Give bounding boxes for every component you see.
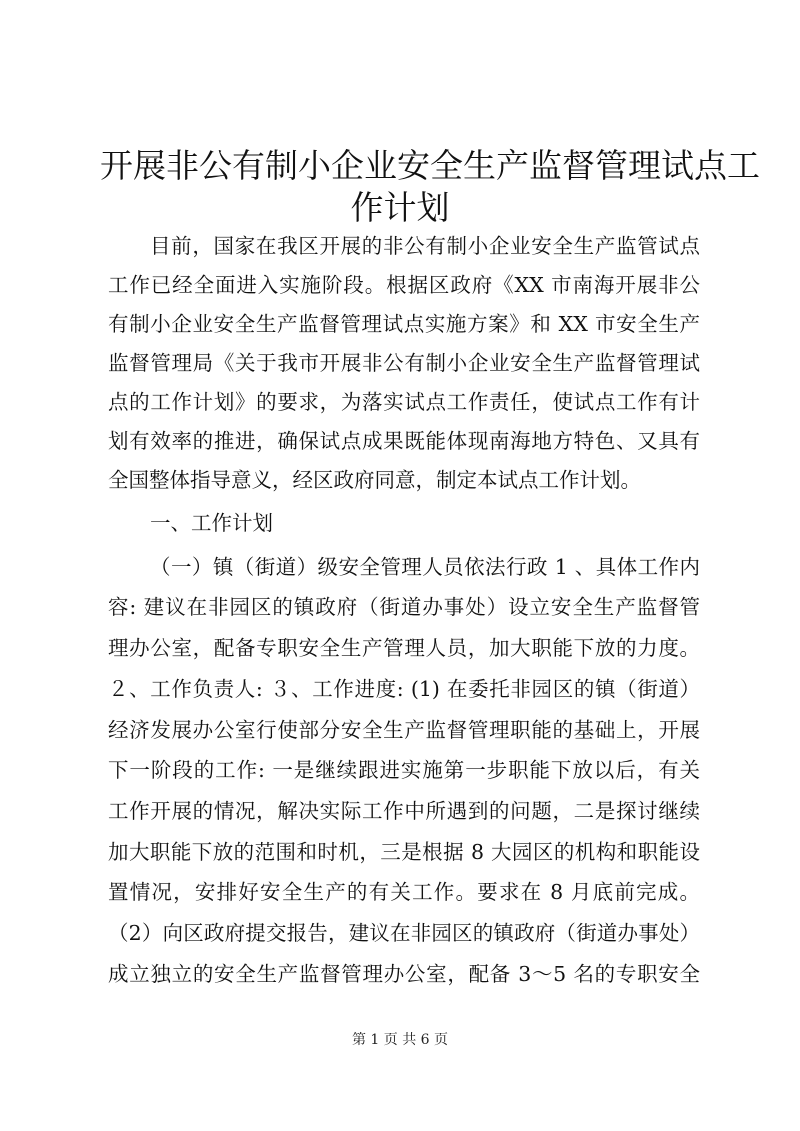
paragraph-line: 加大职能下放的范围和时机，三是根据 8 大园区的机构和职能设 <box>108 840 700 864</box>
section-heading: 一、工作计划 <box>150 511 273 535</box>
paragraph-line: 工作开展的情况，解决实际工作中所遇到的问题，二是探讨继续 <box>108 799 700 823</box>
document-title-line-2: 作计划 <box>350 188 450 227</box>
paragraph-line: （2）向区政府提交报告，建议在非园区的镇政府（街道办事处） <box>108 921 700 945</box>
paragraph-line: 容: 建议在非园区的镇政府（街道办事处）设立安全生产监督管 <box>108 595 700 619</box>
paragraph-line: 全国整体指导意义，经区政府同意，制定本试点工作计划。 <box>108 468 641 492</box>
paragraph-line: 下一阶段的工作: 一是继续跟进实施第一步职能下放以后，有关 <box>108 758 700 782</box>
document-title-line-1: 开展非公有制小企业安全生产监督管理试点工 <box>100 146 760 185</box>
paragraph-line: 置情况，安排好安全生产的有关工作。要求在 8 月底前完成。 <box>108 880 700 904</box>
paragraph-line: 划有效率的推进，确保试点成果既能体现南海地方特色、又具有 <box>108 429 700 453</box>
paragraph-line: 成立独立的安全生产监督管理办公室，配备 3～5 名的专职安全 <box>108 962 700 986</box>
paragraph-line: 理办公室，配备专职安全生产管理人员，加大职能下放的力度。 <box>108 636 700 660</box>
paragraph-line: 经济发展办公室行使部分安全生产监督管理职能的基础上，开展 <box>108 718 700 742</box>
paragraph-line: 有制小企业安全生产监督管理试点实施方案》和 XX 市安全生产 <box>108 312 700 336</box>
paragraph-line: ２、工作负责人: ３、工作进度: (1) 在委托非园区的镇（街道） <box>108 677 700 701</box>
paragraph-line: 目前，国家在我区开展的非公有制小企业安全生产监管试点 <box>150 234 700 258</box>
page-number-footer: 第 1 页 共 6 页 <box>351 1032 449 1048</box>
paragraph-line: 监督管理局《关于我市开展非公有制小企业安全生产监督管理试 <box>108 351 700 375</box>
paragraph-line: （一）镇（街道）级安全管理人员依法行政 1 、具体工作内 <box>150 555 700 579</box>
paragraph-line: 点的工作计划》的要求，为落实试点工作责任，使试点工作有计 <box>108 390 700 414</box>
paragraph-line: 工作已经全面进入实施阶段。根据区政府《XX 市南海开展非公 <box>108 273 700 297</box>
